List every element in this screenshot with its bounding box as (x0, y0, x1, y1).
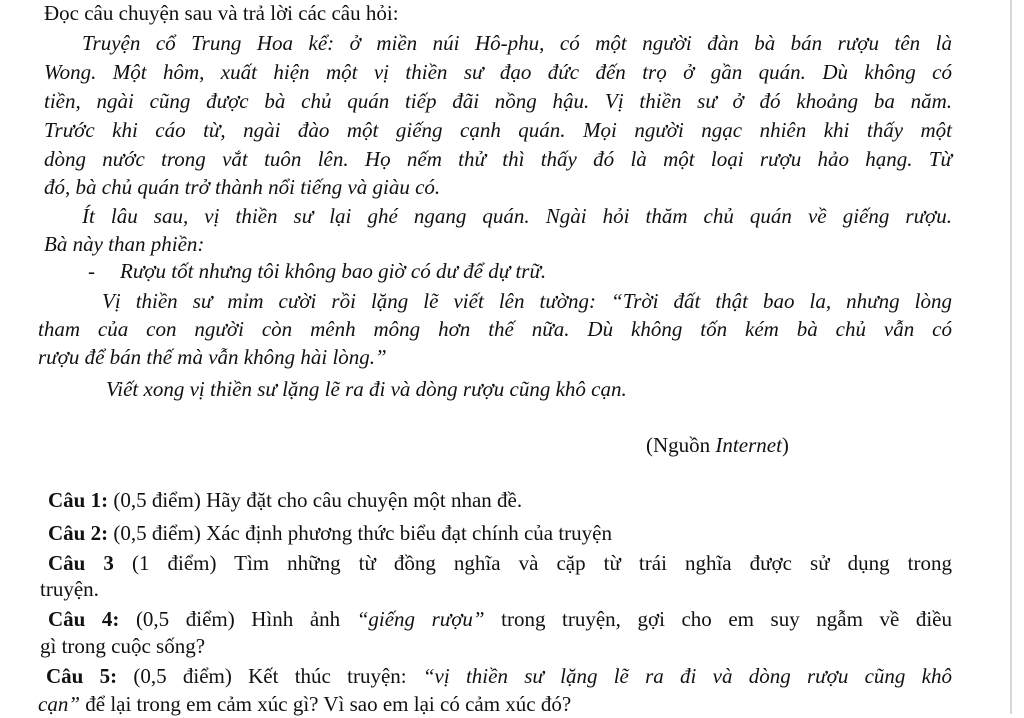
dialogue-line: Rượu tốt nhưng tôi không bao giờ có dư để dự trữ. (120, 259, 547, 283)
question-5-text-a: (0,5 điểm) Kết thúc truyện: (117, 664, 423, 688)
story-line-12: rượu để bán thế mà vẫn không hài lòng.” (38, 345, 387, 369)
question-4-cont: gì trong cuộc sống? (40, 634, 206, 658)
question-5 (46, 662, 952, 690)
question-4-text-a: (0,5 điểm) Hình ảnh (119, 607, 357, 631)
source-citation (646, 431, 789, 459)
question-3-label: Câu 3 (48, 551, 114, 575)
question-5-cont-text: để lại trong em cảm xúc gì? Vì sao em lại có cảm xúc đó? (80, 692, 572, 716)
question-4 (48, 605, 952, 633)
story-line-7: Ít lâu sau, vị thiền sư lại ghé ngang quán. Ngài hỏi thăm chủ quán về giếng rượu. (82, 204, 952, 228)
question-4-label: Câu 4: (48, 607, 120, 631)
question-3-text: (1 điểm) Tìm những từ đồng nghĩa và cặp từ trái nghĩa được sử dụng trong (113, 551, 952, 575)
question-4-text-b: trong truyện, gợi cho em suy ngẫm về điều (484, 607, 952, 631)
story-line-13: Viết xong vị thiền sư lặng lẽ ra đi và dòng rượu cũng khô cạn. (106, 377, 627, 401)
story-line-6: đó, bà chủ quán trở thành nổi tiếng và giàu có. (44, 175, 441, 199)
question-2 (48, 519, 612, 547)
question-5-italic: “vị thiền sư lặng lẽ ra đi và dòng rượu cũng khô (422, 664, 953, 688)
story-line-11: tham của con người còn mênh mông hơn thế nữa. Dù không tốn kém bà chủ vẫn có (38, 317, 952, 341)
question-1 (48, 486, 522, 514)
story-line-5: dòng nước trong vắt tuôn lên. Họ nếm thử thì thấy đó là một loại rượu hảo hạng. Từ (44, 147, 952, 171)
story-line-10: Vị thiền sư mỉm cười rồi lặng lẽ viết lên tường: “Trời đất thật bao la, nhưng lòng (102, 289, 952, 313)
source-suffix: ) (781, 433, 789, 457)
story-line-3: tiền, ngài cũng được bà chủ quán tiếp đãi nồng hậu. Vị thiền sư ở đó khoảng ba năm. (44, 89, 952, 113)
dialogue-dash: - (88, 259, 95, 283)
source-prefix: (Nguồn (646, 433, 716, 457)
question-3 (48, 549, 952, 577)
question-1-label: Câu 1: (48, 488, 109, 512)
source-italic: Internet (715, 433, 782, 457)
story-line-8: Bà này than phiền: (44, 232, 205, 256)
question-2-label: Câu 2: (48, 521, 109, 545)
intro-line: Đọc câu chuyện sau và trả lời các câu hỏi: (44, 1, 399, 25)
story-line-2: Wong. Một hôm, xuất hiện một vị thiền sư đạo đức đến trọ ở gần quán. Dù không có (44, 60, 952, 84)
story-line-4: Trước khi cáo từ, ngài đào một giếng cạnh quán. Mọi người ngạc nhiên khi thấy một (44, 118, 952, 142)
question-2-text: (0,5 điểm) Xác định phương thức biểu đạt chính của truyện (108, 521, 612, 545)
story-line-1: Truyện cổ Trung Hoa kể: ở miền núi Hô-phu, có một người đàn bà bán rượu tên là (82, 31, 952, 55)
question-4-italic: “giếng rượu” (356, 607, 485, 631)
question-1-text: (0,5 điểm) Hãy đặt cho câu chuyện một nhan đề. (108, 488, 523, 512)
question-3-cont: truyện. (40, 577, 99, 601)
question-5-label: Câu 5: (46, 664, 118, 688)
question-5-cont-italic: cạn” (38, 692, 80, 716)
